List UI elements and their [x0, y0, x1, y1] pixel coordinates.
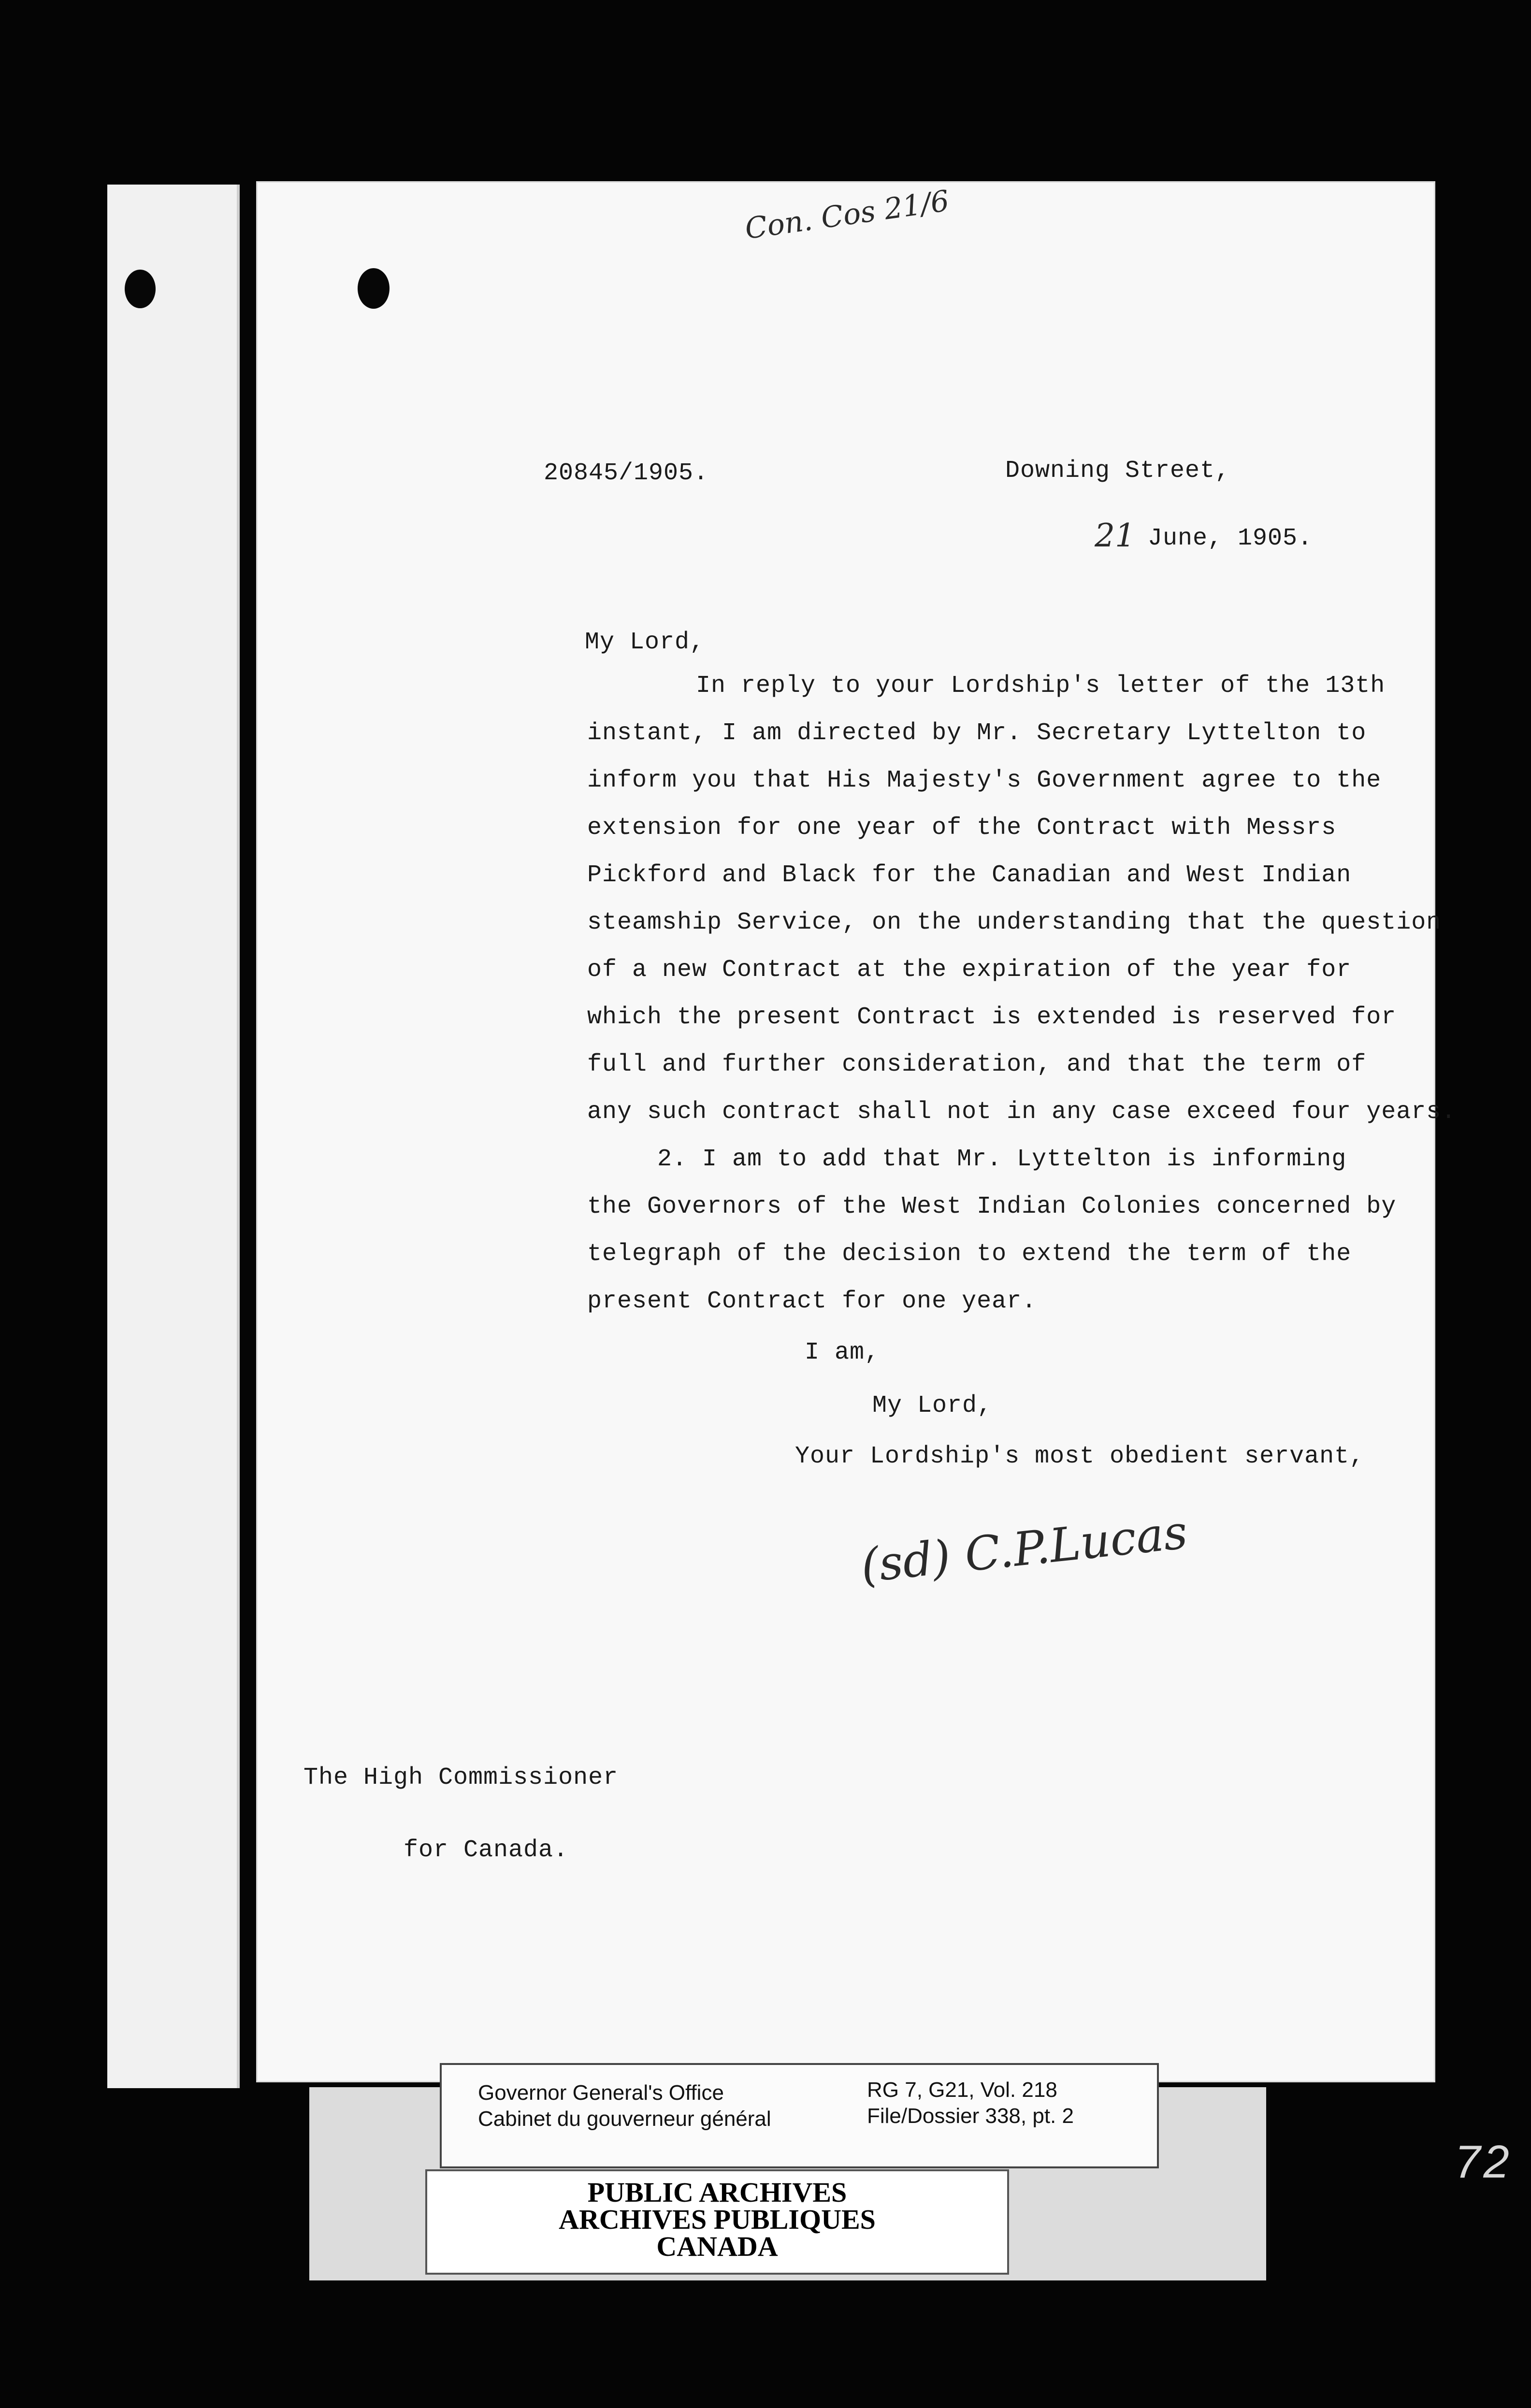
frame-number: 72 [1455, 2136, 1512, 2188]
archives-country: CANADA [656, 2231, 778, 2262]
closing-line: Your Lordship's most obedient servant, [795, 1443, 1365, 1470]
body-line: Pickford and Black for the Canadian and West Indian [587, 861, 1352, 889]
office-french: Cabinet du gouverneur général [478, 2107, 771, 2131]
body-line: the Governors of the West Indian Colonies concerned by [587, 1193, 1397, 1220]
signature: (sd) C.P.Lucas [858, 1505, 1190, 1593]
file-reference: 20845/1905. [544, 459, 709, 487]
addressee-line: The High Commissioner [303, 1764, 619, 1792]
handwritten-annotation: Con. Cos 21/6 [743, 184, 952, 246]
date: June, 1905. [1148, 525, 1313, 552]
punch-hole [125, 270, 156, 308]
letter-page [256, 181, 1435, 2082]
record-group: RG 7, G21, Vol. 218 [867, 2078, 1057, 2102]
left-margin-strip [107, 185, 240, 2088]
body-line: full and further consideration, and that the term of [587, 1051, 1367, 1078]
file-dossier: File/Dossier 338, pt. 2 [867, 2104, 1074, 2128]
body-line: of a new Contract at the expiration of the year for [587, 956, 1352, 984]
archives-english: PUBLIC ARCHIVES [587, 2177, 847, 2208]
body-line: extension for one year of the Contract with Messrs [587, 814, 1337, 842]
body-line: inform you that His Majesty's Government agree to the [587, 767, 1382, 794]
archives-french: ARCHIVES PUBLIQUES [559, 2204, 876, 2235]
office-english: Governor General's Office [478, 2081, 724, 2105]
punch-hole [358, 268, 390, 309]
closing-line: I am, [805, 1339, 880, 1366]
closing-line: My Lord, [872, 1392, 993, 1419]
body-line: 2. I am to add that Mr. Lyttelton is informing [657, 1146, 1347, 1173]
archive-reference-label [440, 2063, 1159, 2168]
body-line: telegraph of the decision to extend the term of the [587, 1240, 1352, 1268]
body-line: In reply to your Lordship's letter of the 13th [696, 672, 1386, 700]
body-line: present Contract for one year. [587, 1288, 1037, 1315]
body-line: steamship Service, on the understanding that the question [587, 909, 1442, 936]
salutation: My Lord, [585, 629, 705, 656]
body-line: instant, I am directed by Mr. Secretary Lyttelton to [587, 719, 1367, 747]
body-line: which the present Contract is extended is reserved for [587, 1003, 1397, 1031]
handwritten-date-day: 21 [1095, 517, 1135, 554]
public-archives-stamp [425, 2169, 1009, 2275]
address: Downing Street, [1005, 457, 1230, 485]
addressee-line: for Canada. [404, 1836, 569, 1864]
body-line: any such contract shall not in any case exceed four years. [587, 1098, 1457, 1126]
